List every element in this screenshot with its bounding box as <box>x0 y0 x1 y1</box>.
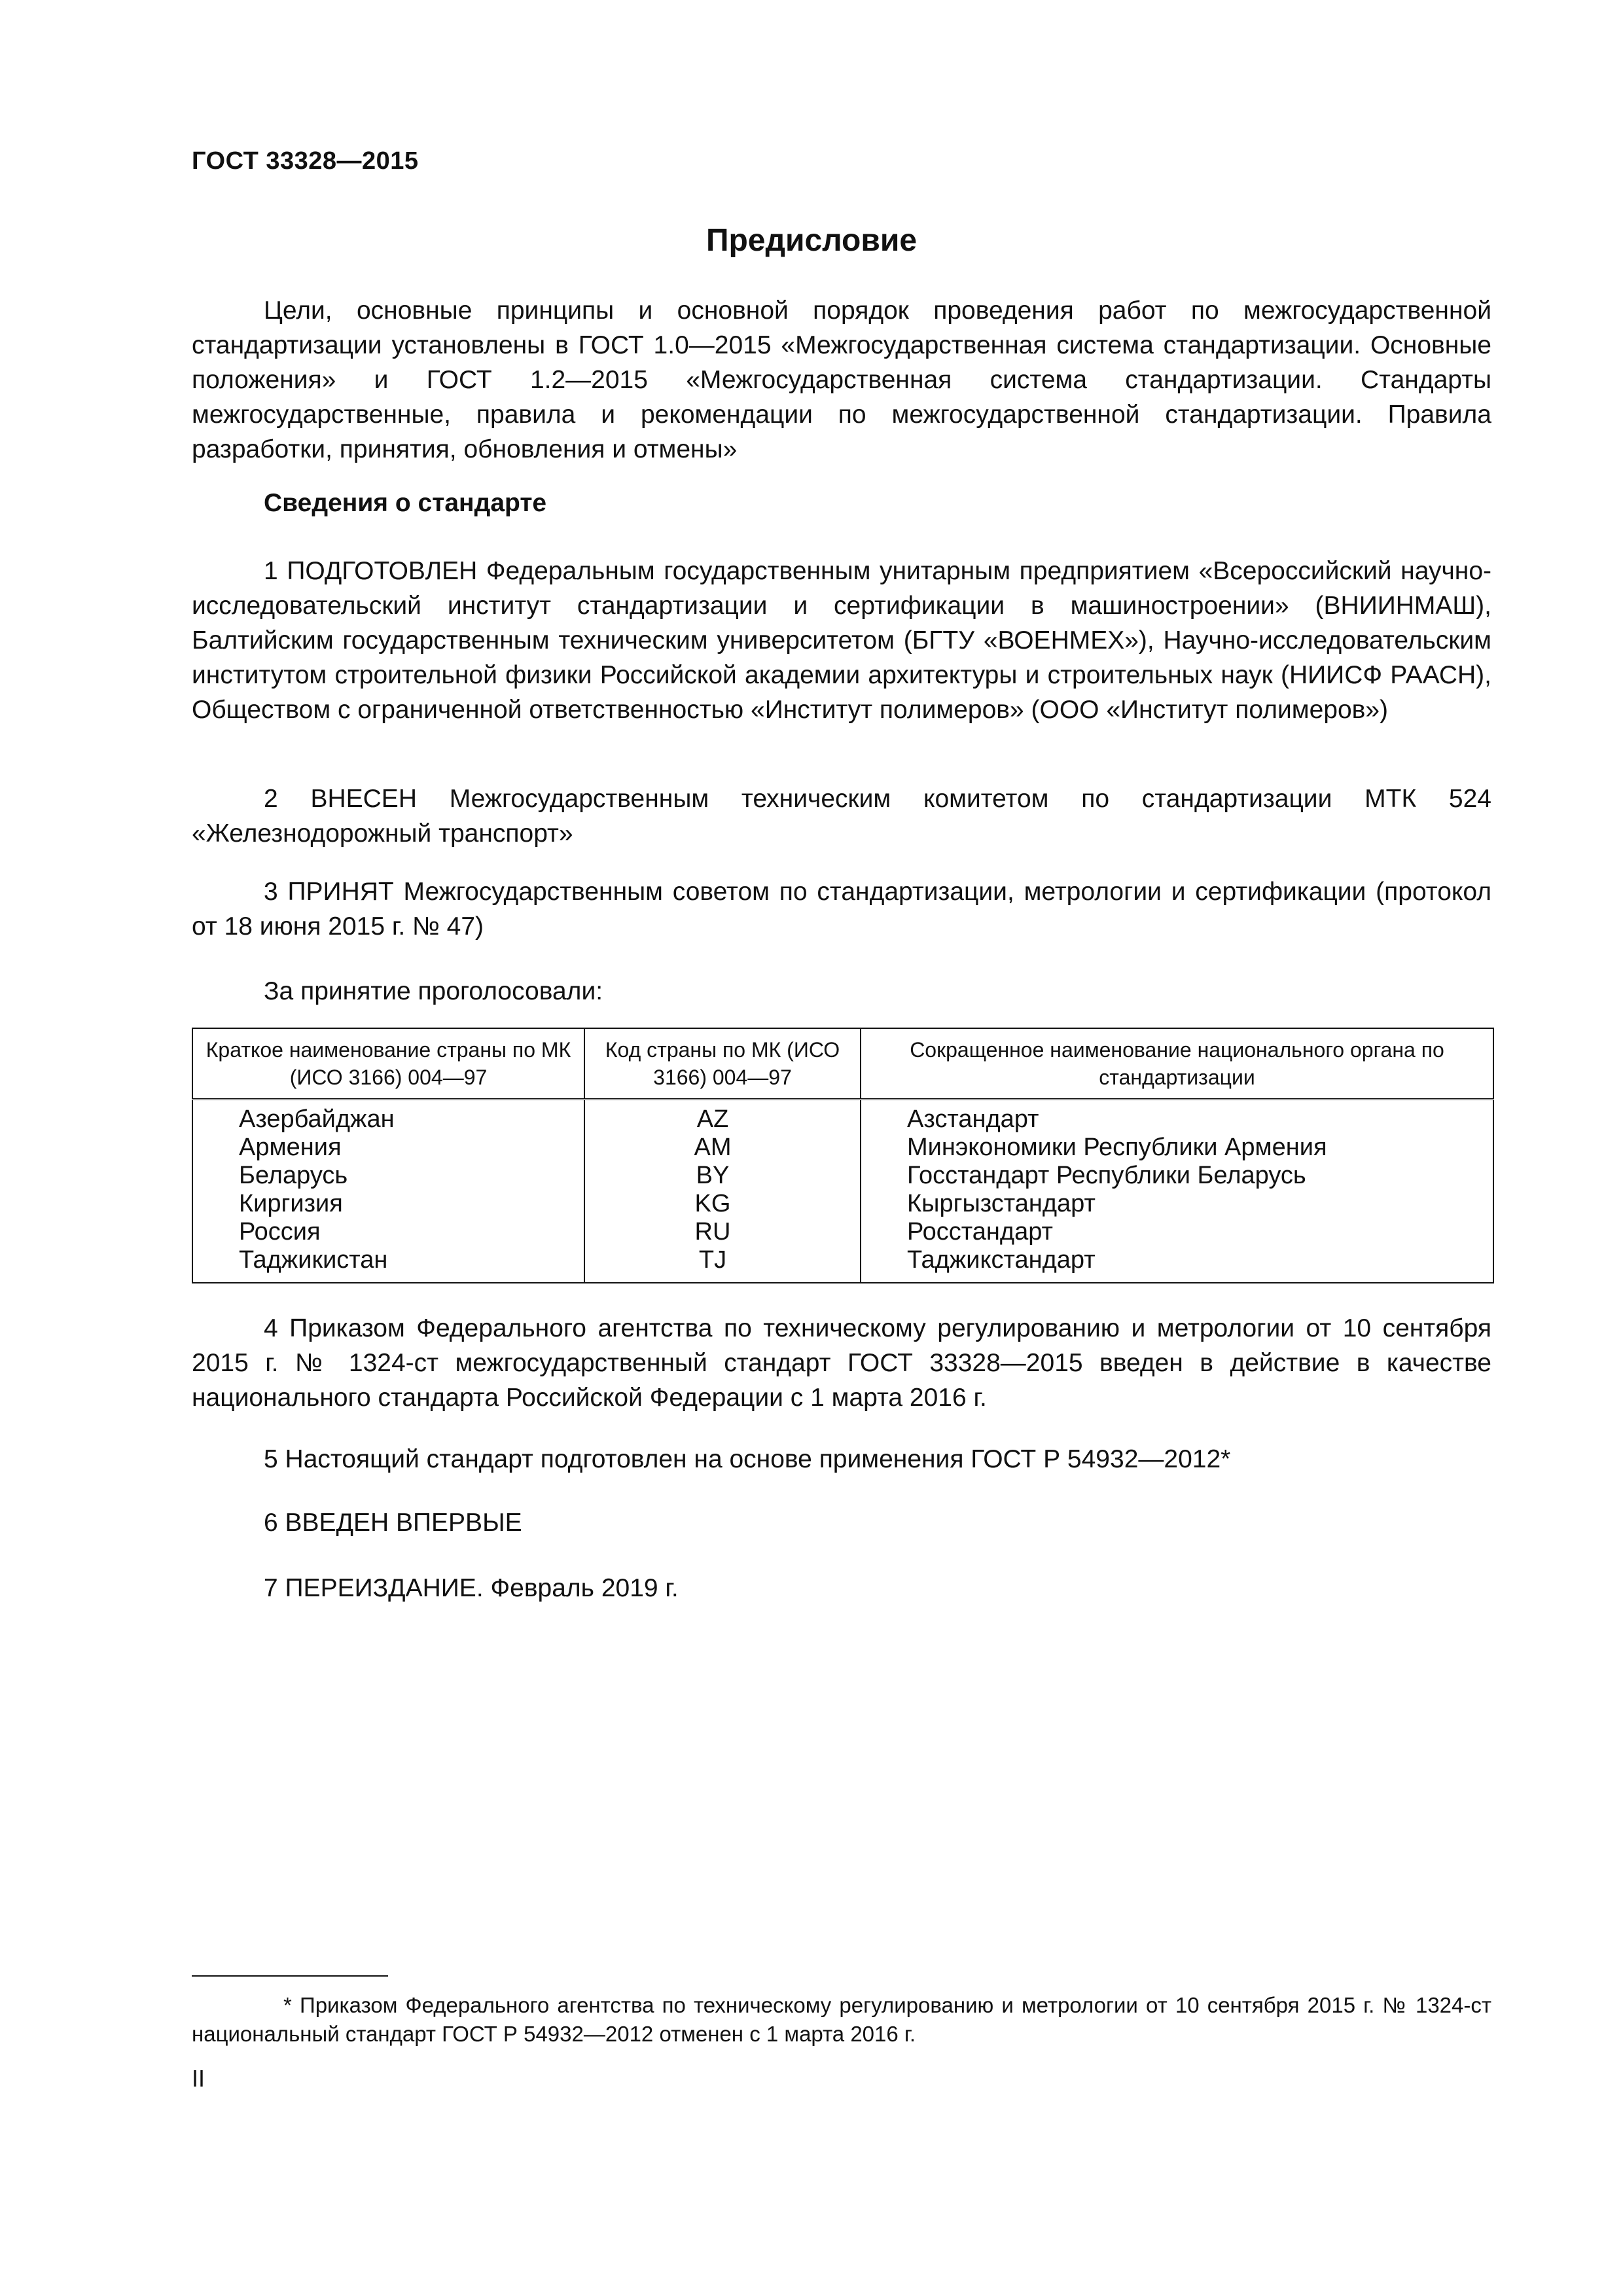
page-title: Предисловие <box>705 223 918 258</box>
country-name: Армения <box>192 1134 584 1162</box>
item-1-paragraph: 1 ПОДГОТОВЛЕН Федеральным государственным унитарным предприятием «Всероссийский научно-исследовательский институт стандартизации и сертификации в машиностроении» (ВНИИНМАШ), Балтийским государственным техническим университетом (БГТУ «ВОЕНМЕХ»), Научно-исследовательским институтом строительной физики Российской академии архитектуры и строительных наук (НИИСФ РААСН), Обществом с ограниченной ответственностью «Институт полимеров» (ООО «Институт полимеров») <box>192 557 1491 724</box>
item-6-line: 6 ВВЕДЕН ВПЕРВЫЕ <box>264 1509 522 1537</box>
country-name: Таджикистан <box>192 1246 584 1283</box>
item-3-paragraph: 3 ПРИНЯТ Межгосударственным советом по стандартизации, метрологии и сертификации (протокол от 18 июня 2015 г. № 47) <box>192 878 1491 941</box>
voting-countries-table <box>192 1028 1494 1283</box>
table-row <box>192 1246 1493 1283</box>
standards-body: Таджикстандарт <box>861 1246 1493 1283</box>
country-code: AZ <box>584 1105 861 1134</box>
table-header-row <box>192 1028 1493 1100</box>
footnote: * Приказом Федерального агентства по техническому регулированию и метрологии от 10 сентября 2015 г. № 1324-ст национальный стандарт ГОСТ Р 54932—2012 отменен с 1 марта 2016 г. <box>192 1993 1491 2046</box>
vote-label: За принятие проголосовали: <box>264 977 603 1005</box>
country-code: RU <box>584 1218 861 1246</box>
country-code: TJ <box>584 1246 861 1283</box>
item-7-line: 7 ПЕРЕИЗДАНИЕ. Февраль 2019 г. <box>264 1574 679 1602</box>
item-4-paragraph: 4 Приказом Федерального агентства по техническому регулированию и метрологии от 10 сентября 2015 г. № 1324-ст межгосударственный стандарт ГОСТ 33328—2015 введен в действие в качестве национального стандарта Российской Федерации с 1 марта 2016 г. <box>192 1314 1491 1412</box>
section-heading: Сведения о стандарте <box>264 489 547 517</box>
standards-body: Азстандарт <box>861 1105 1493 1134</box>
country-name: Беларусь <box>192 1162 584 1190</box>
standards-body: Госстандарт Республики Беларусь <box>861 1162 1493 1190</box>
column-header-organization: Сокращенное наименование национального органа по стандартизации <box>861 1028 1493 1100</box>
document-header: ГОСТ 33328—2015 <box>192 147 419 175</box>
country-code: KG <box>584 1190 861 1218</box>
country-code: AM <box>584 1134 861 1162</box>
table-row <box>192 1162 1493 1190</box>
standards-body: Минэкономики Республики Армения <box>861 1134 1493 1162</box>
footnote-divider <box>192 1975 388 1977</box>
country-name: Киргизия <box>192 1190 584 1218</box>
standards-body: Кыргызстандарт <box>861 1190 1493 1218</box>
table-row <box>192 1105 1493 1134</box>
country-name: Азербайджан <box>192 1105 584 1134</box>
column-header-country: Краткое наименование страны по МК (ИСО 3166) 004—97 <box>192 1028 584 1100</box>
page-number: II <box>192 2065 205 2092</box>
table-row <box>192 1190 1493 1218</box>
table-row <box>192 1218 1493 1246</box>
item-5-line: 5 Настоящий стандарт подготовлен на основе применения ГОСТ Р 54932—2012* <box>264 1445 1231 1473</box>
table-divider <box>192 1100 1493 1106</box>
table-row <box>192 1134 1493 1162</box>
standards-body: Росстандарт <box>861 1218 1493 1246</box>
intro-paragraph: Цели, основные принципы и основной порядок проведения работ по межгосударственной стандартизации установлены в ГОСТ 1.0—2015 «Межгосударственная система стандартизации. Основные положения» и ГОСТ 1.2—2015 «Межгосударственная система стандартизации. Стандарты межгосударственные, правила и рекомендации по межгосударственной стандартизации. Правила разработки, принятия, обновления и отмены» <box>192 296 1491 463</box>
country-code: BY <box>584 1162 861 1190</box>
country-name: Россия <box>192 1218 584 1246</box>
column-header-code: Код страны по МК (ИСО 3166) 004—97 <box>584 1028 861 1100</box>
item-2-paragraph: 2 ВНЕСЕН Межгосударственным техническим комитетом по стандартизации МТК 524 «Железнодорожный транспорт» <box>192 785 1491 848</box>
